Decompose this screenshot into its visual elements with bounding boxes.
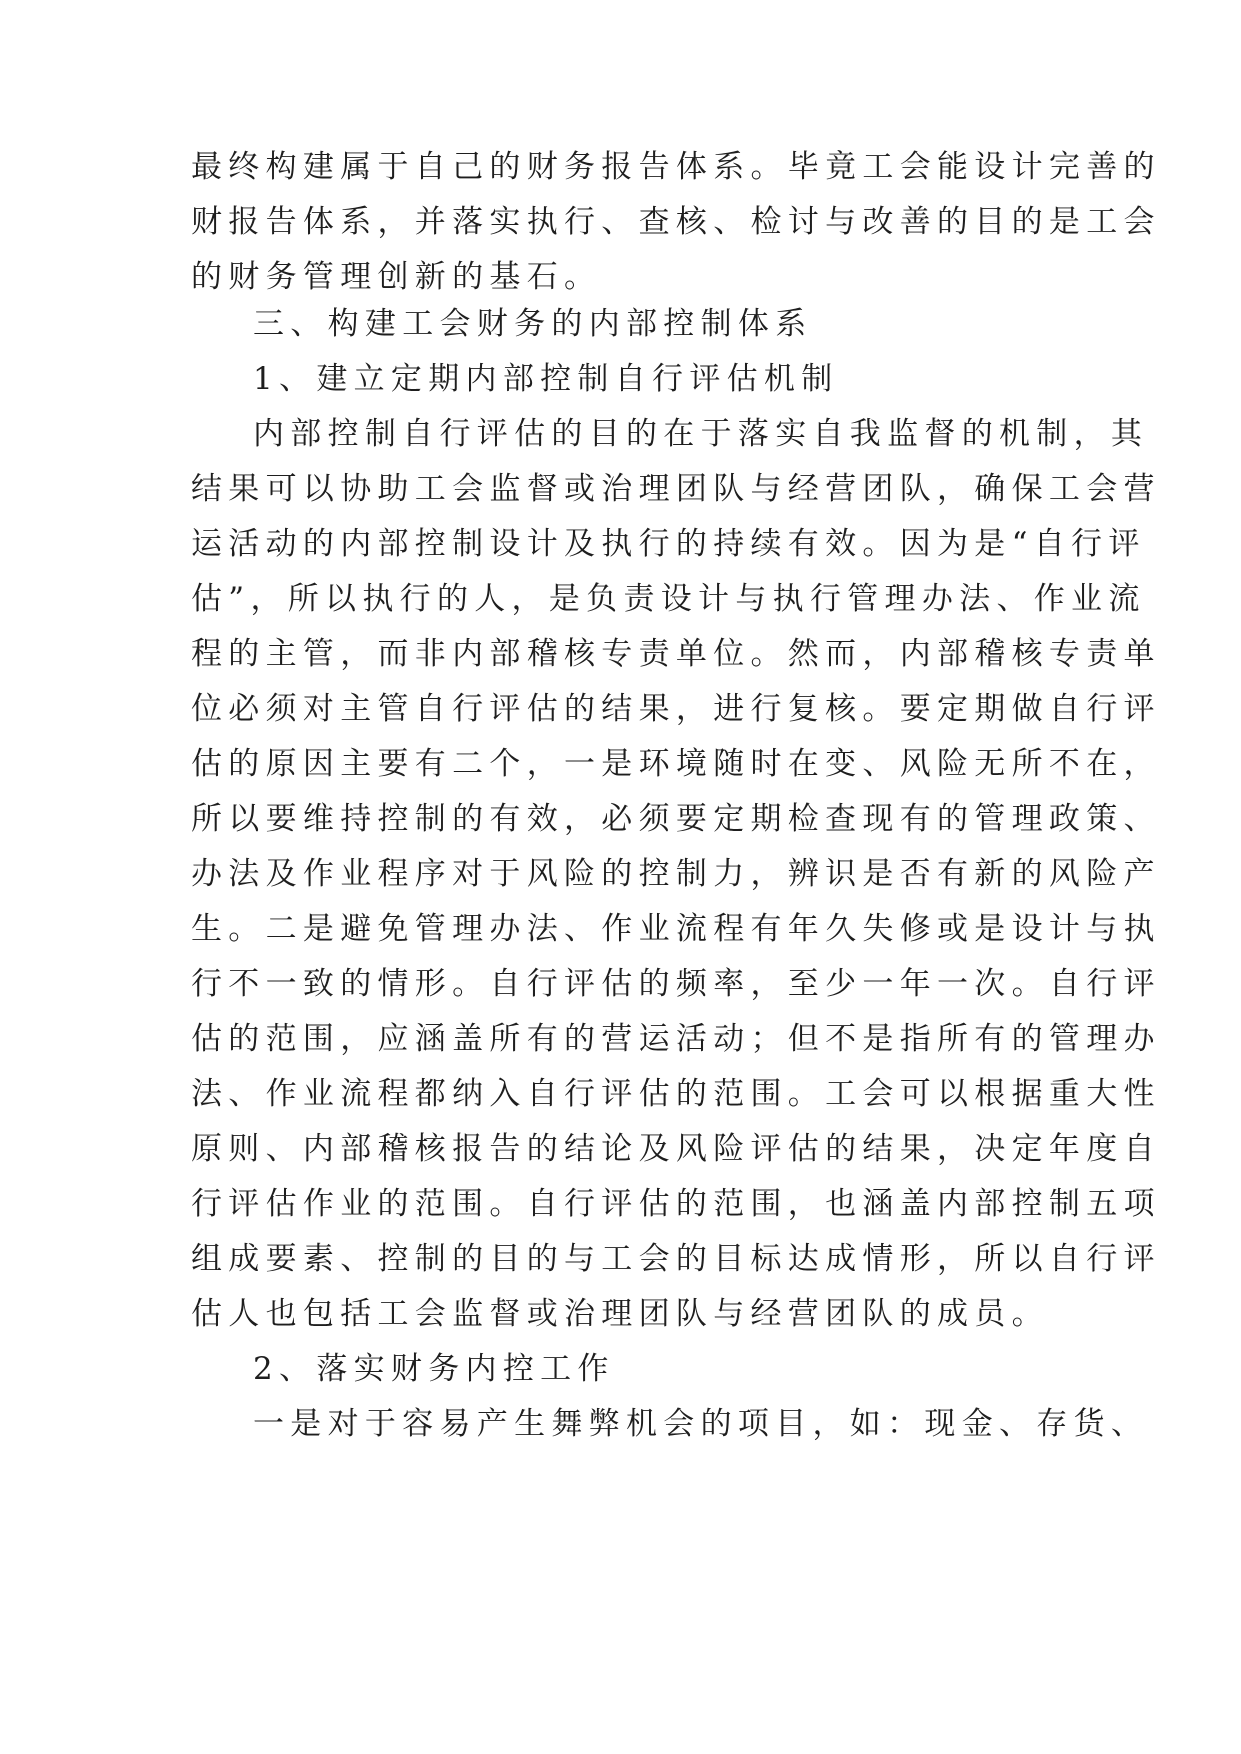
body-text-line: 原则、内部稽核报告的结论及风险评估的结果，决定年度自: [191, 1131, 1161, 1167]
body-text-line: 位必须对主管自行评估的结果，进行复核。要定期做自行评: [191, 691, 1161, 727]
body-text-line: 财报告体系，并落实执行、查核、检讨与改善的目的是工会: [191, 204, 1161, 240]
body-text-line: 的财务管理创新的基石。: [191, 259, 602, 295]
subsection-heading: 1、建立定期内部控制自行评估机制: [253, 361, 839, 397]
body-text-line: 结果可以协助工会监督或治理团队与经营团队，确保工会营: [191, 471, 1161, 507]
body-text-line: 行评估作业的范围。自行评估的范围，也涵盖内部控制五项: [191, 1186, 1161, 1222]
body-text-line: 估人也包括工会监督或治理团队与经营团队的成员。: [191, 1296, 1049, 1332]
body-text-line: 一是对于容易产生舞弊机会的项目，如：现金、存货、: [253, 1406, 1149, 1442]
body-text-line: 内部控制自行评估的目的在于落实自我监督的机制，其: [253, 416, 1149, 452]
body-text-line: 法、作业流程都纳入自行评估的范围。工会可以根据重大性: [191, 1076, 1161, 1112]
body-text-line: 生。二是避免管理办法、作业流程有年久失修或是设计与执: [191, 911, 1161, 947]
section-heading: 三、构建工会财务的内部控制体系: [253, 306, 813, 342]
body-text-line: 办法及作业程序对于风险的控制力，辨识是否有新的风险产: [191, 856, 1161, 892]
body-text-line: 行不一致的情形。自行评估的频率，至少一年一次。自行评: [191, 966, 1161, 1002]
body-text-line: 组成要素、控制的目的与工会的目标达成情形，所以自行评: [191, 1241, 1161, 1277]
body-text-line: 最终构建属于自己的财务报告体系。毕竟工会能设计完善的: [191, 149, 1161, 185]
body-text-line: 程的主管，而非内部稽核专责单位。然而，内部稽核专责单: [191, 636, 1161, 672]
subsection-heading: 2、落实财务内控工作: [253, 1351, 615, 1387]
body-text-line: 运活动的内部控制设计及执行的持续有效。因为是“自行评: [191, 526, 1146, 562]
body-text-line: 估的范围，应涵盖所有的营运活动；但不是指所有的管理办: [191, 1021, 1161, 1057]
body-text-line: 所以要维持控制的有效，必须要定期检查现有的管理政策、: [191, 801, 1161, 837]
body-text-line: 估的原因主要有二个，一是环境随时在变、风险无所不在，: [191, 746, 1161, 782]
body-text-line: 估”，所以执行的人，是负责设计与执行管理办法、作业流: [191, 581, 1146, 617]
